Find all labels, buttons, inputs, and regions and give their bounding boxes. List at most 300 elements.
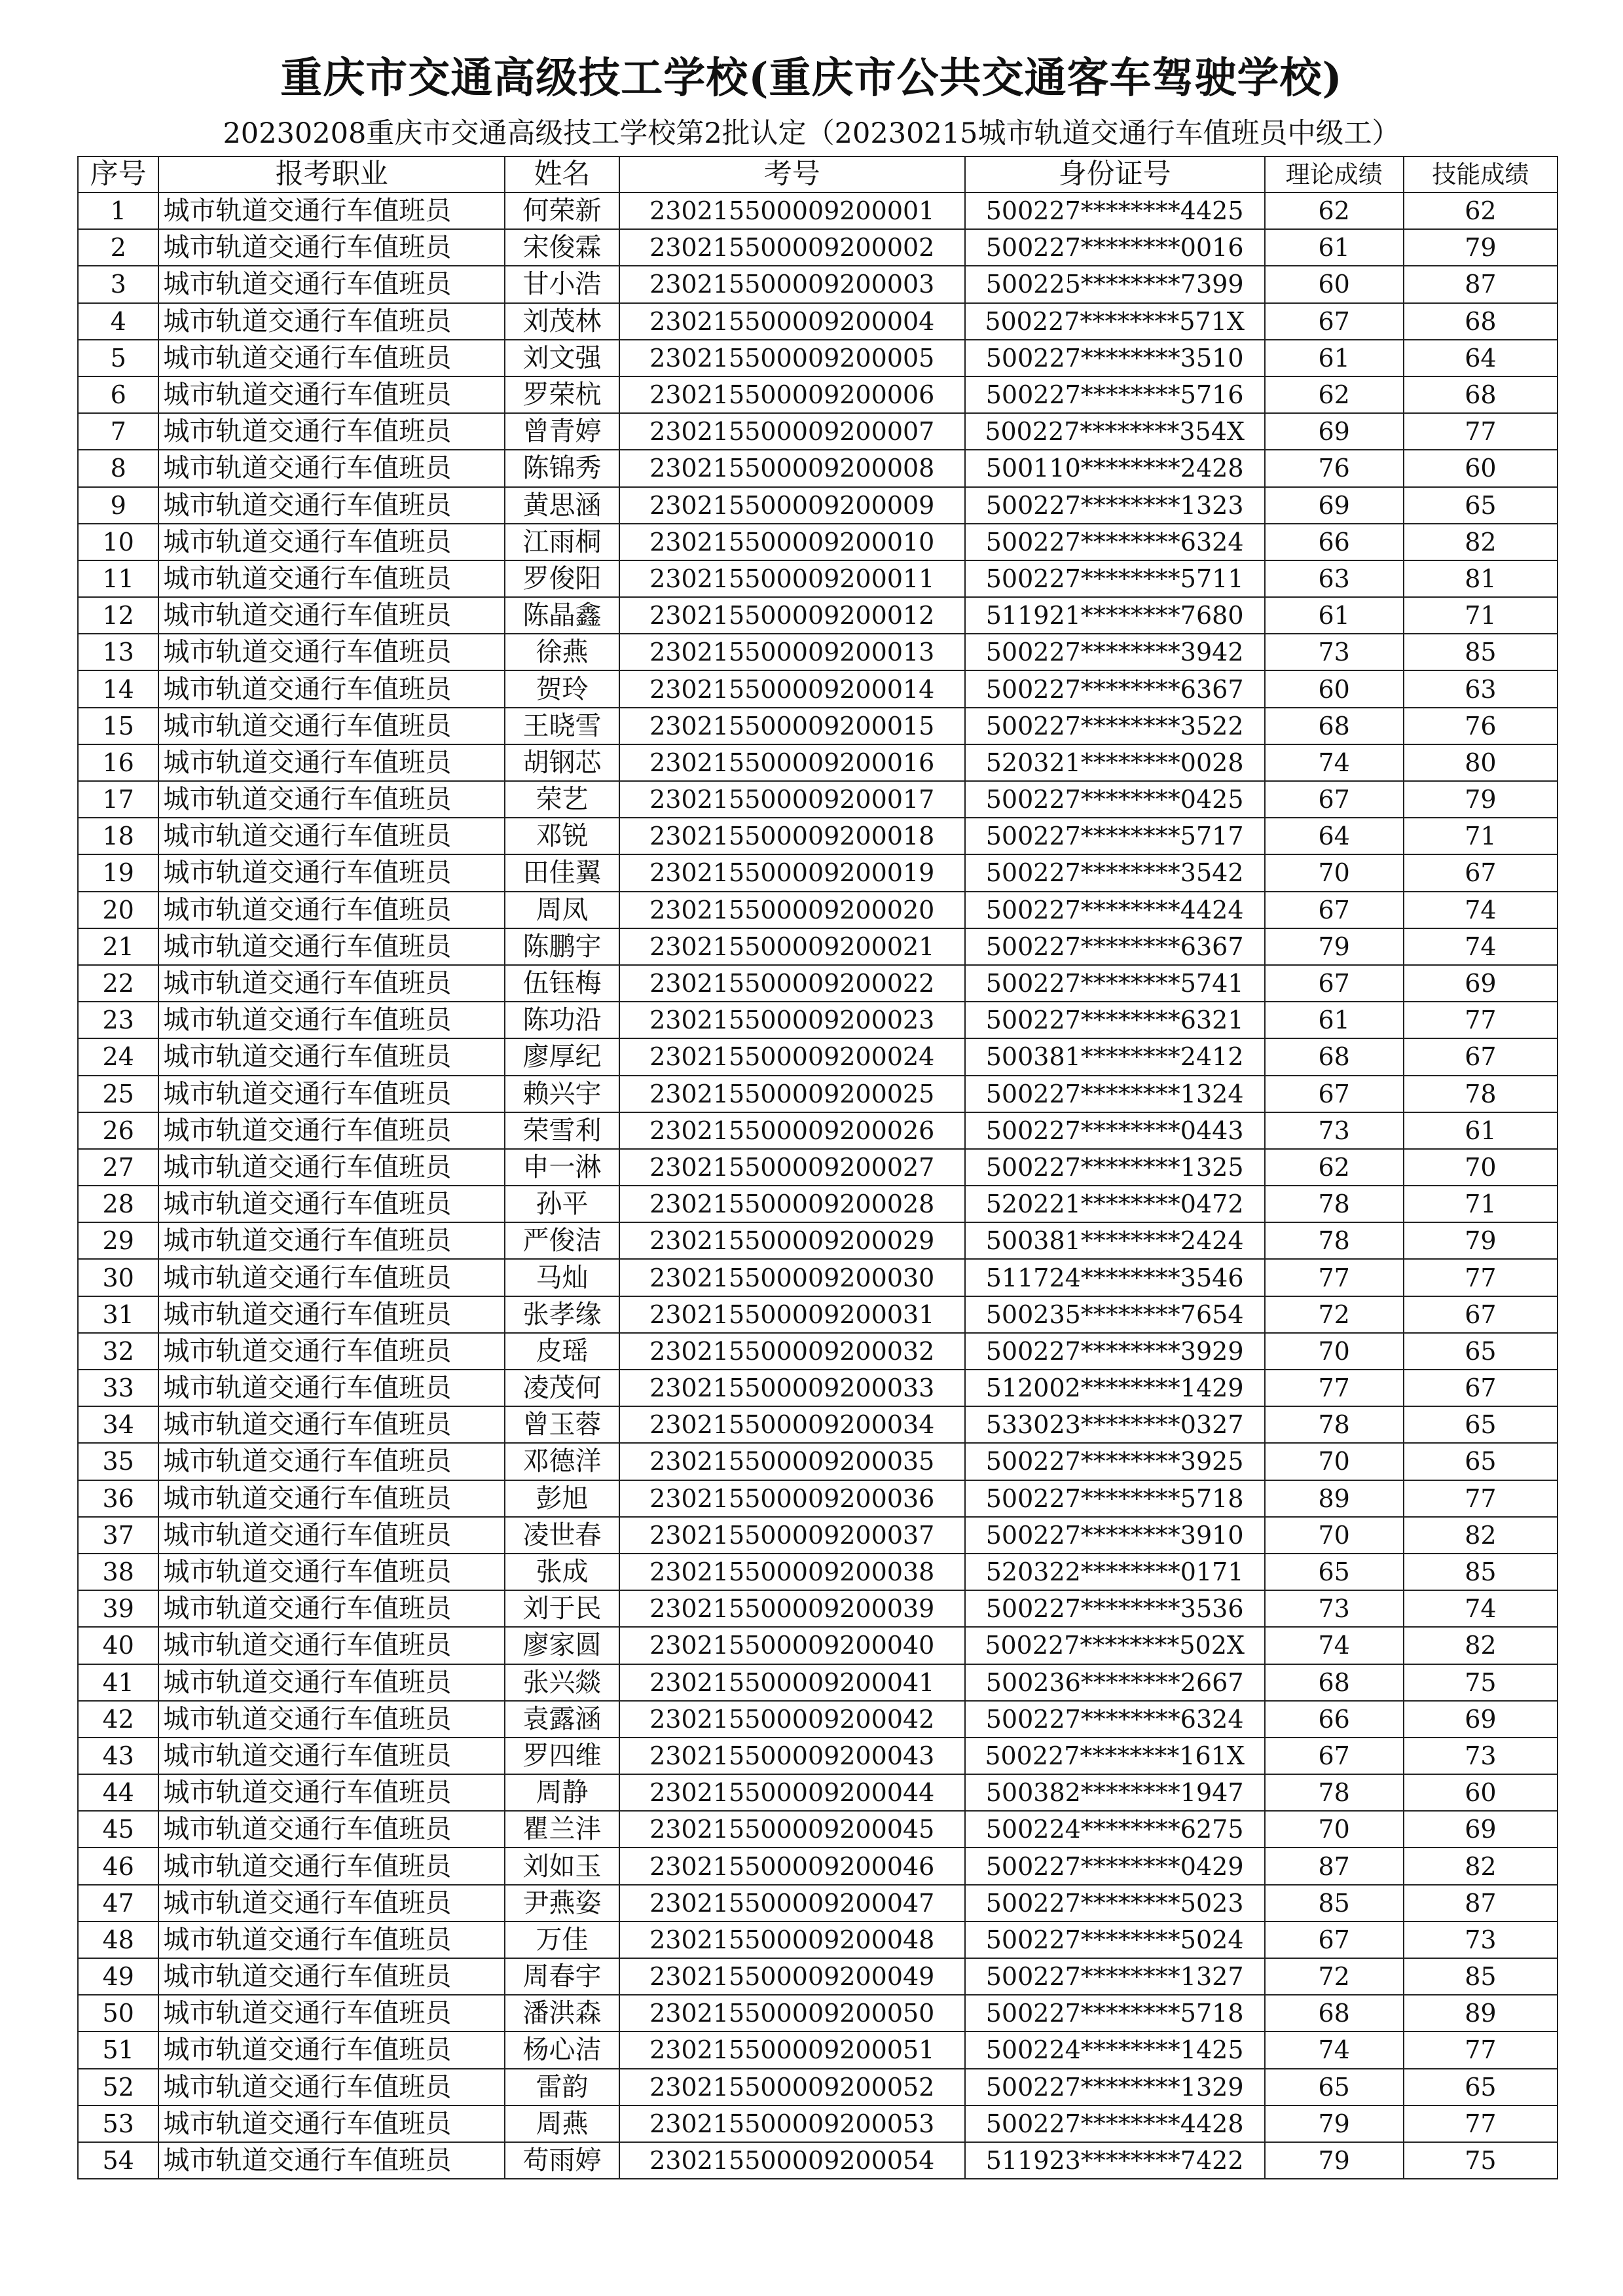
- cell-exam-number: 230215500009200031: [619, 1296, 965, 1333]
- cell-name: 罗荣杭: [505, 376, 619, 413]
- cell-occupation: 城市轨道交通行车值班员: [158, 1774, 505, 1811]
- table-row: [78, 1333, 1558, 1370]
- cell-index: 2: [78, 229, 158, 266]
- cell-id-number: 500227********3536: [965, 1590, 1265, 1627]
- cell-index: 11: [78, 560, 158, 597]
- cell-skill-score: 63: [1404, 670, 1558, 707]
- cell-exam-number: 230215500009200006: [619, 376, 965, 413]
- cell-theory-score: 73: [1265, 634, 1404, 670]
- cell-id-number: 520321********0028: [965, 744, 1265, 781]
- cell-exam-number: 230215500009200050: [619, 1995, 965, 2032]
- cell-exam-number: 230215500009200023: [619, 1002, 965, 1038]
- cell-theory-score: 69: [1265, 413, 1404, 450]
- cell-id-number: 500381********2412: [965, 1038, 1265, 1075]
- cell-id-number: 500227********4428: [965, 2105, 1265, 2142]
- cell-exam-number: 230215500009200035: [619, 1443, 965, 1480]
- cell-skill-score: 79: [1404, 1222, 1558, 1259]
- table-row: [78, 2069, 1558, 2105]
- cell-exam-number: 230215500009200014: [619, 670, 965, 707]
- cell-theory-score: 61: [1265, 597, 1404, 634]
- cell-occupation: 城市轨道交通行车值班员: [158, 413, 505, 450]
- cell-skill-score: 82: [1404, 1627, 1558, 1664]
- cell-occupation: 城市轨道交通行车值班员: [158, 965, 505, 1002]
- cell-theory-score: 70: [1265, 854, 1404, 891]
- cell-theory-score: 68: [1265, 1995, 1404, 2032]
- cell-skill-score: 71: [1404, 818, 1558, 854]
- cell-name: 瞿兰沣: [505, 1811, 619, 1848]
- cell-skill-score: 61: [1404, 1112, 1558, 1149]
- cell-id-number: 500227********5741: [965, 965, 1265, 1002]
- cell-skill-score: 77: [1404, 2032, 1558, 2068]
- cell-exam-number: 230215500009200019: [619, 854, 965, 891]
- cell-skill-score: 71: [1404, 1186, 1558, 1222]
- cell-id-number: 500227********6367: [965, 928, 1265, 965]
- cell-index: 22: [78, 965, 158, 1002]
- cell-name: 曾玉蓉: [505, 1406, 619, 1443]
- cell-skill-score: 64: [1404, 340, 1558, 376]
- cell-name: 马灿: [505, 1259, 619, 1296]
- cell-occupation: 城市轨道交通行车值班员: [158, 1406, 505, 1443]
- cell-name: 荣雪利: [505, 1112, 619, 1149]
- cell-id-number: 500227********3929: [965, 1333, 1265, 1370]
- cell-exam-number: 230215500009200044: [619, 1774, 965, 1811]
- cell-index: 38: [78, 1554, 158, 1590]
- cell-skill-score: 67: [1404, 1038, 1558, 1075]
- cell-index: 26: [78, 1112, 158, 1149]
- cell-occupation: 城市轨道交通行车值班员: [158, 1627, 505, 1664]
- header-id-number: 身份证号: [965, 156, 1265, 192]
- cell-skill-score: 69: [1404, 965, 1558, 1002]
- cell-skill-score: 81: [1404, 560, 1558, 597]
- cell-theory-score: 74: [1265, 1627, 1404, 1664]
- cell-theory-score: 67: [1265, 1738, 1404, 1774]
- cell-theory-score: 79: [1265, 928, 1404, 965]
- cell-theory-score: 67: [1265, 303, 1404, 340]
- cell-name: 王晓雪: [505, 708, 619, 744]
- cell-exam-number: 230215500009200048: [619, 1922, 965, 1958]
- cell-exam-number: 230215500009200041: [619, 1664, 965, 1701]
- cell-name: 赖兴宇: [505, 1076, 619, 1112]
- cell-index: 24: [78, 1038, 158, 1075]
- cell-index: 44: [78, 1774, 158, 1811]
- cell-occupation: 城市轨道交通行车值班员: [158, 634, 505, 670]
- cell-index: 17: [78, 781, 158, 818]
- cell-exam-number: 230215500009200007: [619, 413, 965, 450]
- cell-id-number: 500227********4424: [965, 892, 1265, 928]
- cell-id-number: 500227********5711: [965, 560, 1265, 597]
- cell-theory-score: 87: [1265, 1848, 1404, 1884]
- table-row: [78, 634, 1558, 670]
- cell-occupation: 城市轨道交通行车值班员: [158, 2032, 505, 2068]
- table-row: [78, 229, 1558, 266]
- cell-theory-score: 77: [1265, 1370, 1404, 1406]
- cell-name: 陈晶鑫: [505, 597, 619, 634]
- cell-occupation: 城市轨道交通行车值班员: [158, 744, 505, 781]
- cell-occupation: 城市轨道交通行车值班员: [158, 1958, 505, 1995]
- table-row: [78, 524, 1558, 560]
- cell-skill-score: 69: [1404, 1701, 1558, 1738]
- table-row: [78, 413, 1558, 450]
- cell-occupation: 城市轨道交通行车值班员: [158, 781, 505, 818]
- cell-index: 21: [78, 928, 158, 965]
- cell-occupation: 城市轨道交通行车值班员: [158, 1885, 505, 1922]
- cell-exam-number: 230215500009200052: [619, 2069, 965, 2105]
- cell-name: 陈功沿: [505, 1002, 619, 1038]
- cell-theory-score: 77: [1265, 1259, 1404, 1296]
- cell-id-number: 500227********0016: [965, 229, 1265, 266]
- cell-skill-score: 75: [1404, 2142, 1558, 2179]
- document-title: 重庆市交通高级技工学校(重庆市公共交通客车驾驶学校): [280, 54, 1343, 103]
- cell-skill-score: 87: [1404, 1885, 1558, 1922]
- table-row: [78, 1370, 1558, 1406]
- cell-theory-score: 68: [1265, 1038, 1404, 1075]
- cell-exam-number: 230215500009200047: [619, 1885, 965, 1922]
- cell-index: 28: [78, 1186, 158, 1222]
- cell-name: 张孝缘: [505, 1296, 619, 1333]
- cell-index: 16: [78, 744, 158, 781]
- cell-name: 张成: [505, 1554, 619, 1590]
- cell-skill-score: 71: [1404, 597, 1558, 634]
- cell-index: 18: [78, 818, 158, 854]
- cell-theory-score: 74: [1265, 744, 1404, 781]
- cell-exam-number: 230215500009200039: [619, 1590, 965, 1627]
- cell-index: 10: [78, 524, 158, 560]
- cell-skill-score: 60: [1404, 450, 1558, 486]
- table-row: [78, 928, 1558, 965]
- cell-skill-score: 77: [1404, 413, 1558, 450]
- cell-exam-number: 230215500009200045: [619, 1811, 965, 1848]
- cell-theory-score: 73: [1265, 1590, 1404, 1627]
- cell-exam-number: 230215500009200001: [619, 192, 965, 229]
- table-row: [78, 1664, 1558, 1701]
- cell-theory-score: 74: [1265, 2032, 1404, 2068]
- cell-id-number: 500227********1323: [965, 487, 1265, 524]
- cell-name: 周凤: [505, 892, 619, 928]
- cell-index: 54: [78, 2142, 158, 2179]
- cell-theory-score: 62: [1265, 376, 1404, 413]
- cell-occupation: 城市轨道交通行车值班员: [158, 487, 505, 524]
- cell-id-number: 500224********1425: [965, 2032, 1265, 2068]
- cell-exam-number: 230215500009200010: [619, 524, 965, 560]
- cell-index: 4: [78, 303, 158, 340]
- cell-theory-score: 61: [1265, 340, 1404, 376]
- table-row: [78, 1774, 1558, 1811]
- cell-theory-score: 68: [1265, 1664, 1404, 1701]
- header-occupation: 报考职业: [158, 156, 505, 192]
- cell-theory-score: 72: [1265, 1958, 1404, 1995]
- cell-occupation: 城市轨道交通行车值班员: [158, 303, 505, 340]
- cell-exam-number: 230215500009200032: [619, 1333, 965, 1370]
- cell-name: 贺玲: [505, 670, 619, 707]
- cell-index: 52: [78, 2069, 158, 2105]
- cell-exam-number: 230215500009200046: [619, 1848, 965, 1884]
- cell-occupation: 城市轨道交通行车值班员: [158, 892, 505, 928]
- cell-name: 邓锐: [505, 818, 619, 854]
- cell-index: 36: [78, 1480, 158, 1517]
- cell-id-number: 500227********5024: [965, 1922, 1265, 1958]
- cell-skill-score: 76: [1404, 708, 1558, 744]
- cell-occupation: 城市轨道交通行车值班员: [158, 1922, 505, 1958]
- cell-occupation: 城市轨道交通行车值班员: [158, 1038, 505, 1075]
- cell-theory-score: 72: [1265, 1296, 1404, 1333]
- cell-exam-number: 230215500009200033: [619, 1370, 965, 1406]
- cell-occupation: 城市轨道交通行车值班员: [158, 1222, 505, 1259]
- cell-occupation: 城市轨道交通行车值班员: [158, 1517, 505, 1554]
- cell-id-number: 500227********5718: [965, 1480, 1265, 1517]
- cell-index: 37: [78, 1517, 158, 1554]
- cell-skill-score: 60: [1404, 1774, 1558, 1811]
- cell-skill-score: 77: [1404, 1259, 1558, 1296]
- table-row: [78, 1443, 1558, 1480]
- cell-id-number: 520221********0472: [965, 1186, 1265, 1222]
- table-row: [78, 670, 1558, 707]
- cell-name: 徐燕: [505, 634, 619, 670]
- cell-skill-score: 75: [1404, 1664, 1558, 1701]
- cell-id-number: 500227********0425: [965, 781, 1265, 818]
- cell-index: 8: [78, 450, 158, 486]
- table-row: [78, 2142, 1558, 2179]
- cell-theory-score: 70: [1265, 1333, 1404, 1370]
- cell-index: 7: [78, 413, 158, 450]
- table-row: [78, 1738, 1558, 1774]
- cell-occupation: 城市轨道交通行车值班员: [158, 1370, 505, 1406]
- cell-name: 刘如玉: [505, 1848, 619, 1884]
- table-row: [78, 965, 1558, 1002]
- table-row: [78, 1627, 1558, 1664]
- cell-id-number: 500227********6324: [965, 1701, 1265, 1738]
- cell-index: 31: [78, 1296, 158, 1333]
- cell-index: 9: [78, 487, 158, 524]
- cell-theory-score: 85: [1265, 1885, 1404, 1922]
- cell-exam-number: 230215500009200018: [619, 818, 965, 854]
- cell-name: 孙平: [505, 1186, 619, 1222]
- table-row: [78, 1259, 1558, 1296]
- cell-theory-score: 63: [1265, 560, 1404, 597]
- table-row: [78, 1811, 1558, 1848]
- cell-exam-number: 230215500009200004: [619, 303, 965, 340]
- cell-index: 6: [78, 376, 158, 413]
- cell-exam-number: 230215500009200013: [619, 634, 965, 670]
- table-row: [78, 2105, 1558, 2142]
- table-row: [78, 1958, 1558, 1995]
- cell-theory-score: 60: [1265, 670, 1404, 707]
- cell-skill-score: 82: [1404, 1848, 1558, 1884]
- cell-name: 罗四维: [505, 1738, 619, 1774]
- cell-exam-number: 230215500009200027: [619, 1149, 965, 1186]
- table-row: [78, 1406, 1558, 1443]
- cell-name: 刘茂林: [505, 303, 619, 340]
- cell-index: 20: [78, 892, 158, 928]
- cell-name: 田佳翼: [505, 854, 619, 891]
- cell-index: 45: [78, 1811, 158, 1848]
- cell-name: 罗俊阳: [505, 560, 619, 597]
- cell-index: 1: [78, 192, 158, 229]
- cell-name: 何荣新: [505, 192, 619, 229]
- cell-occupation: 城市轨道交通行车值班员: [158, 1664, 505, 1701]
- cell-name: 黄思涵: [505, 487, 619, 524]
- cell-skill-score: 73: [1404, 1738, 1558, 1774]
- cell-occupation: 城市轨道交通行车值班员: [158, 450, 505, 486]
- cell-name: 杨心洁: [505, 2032, 619, 2068]
- table-row: [78, 1149, 1558, 1186]
- cell-skill-score: 80: [1404, 744, 1558, 781]
- cell-skill-score: 65: [1404, 1443, 1558, 1480]
- cell-id-number: 500227********3942: [965, 634, 1265, 670]
- cell-id-number: 500227********354X: [965, 413, 1265, 450]
- table-row: [78, 818, 1558, 854]
- cell-occupation: 城市轨道交通行车值班员: [158, 708, 505, 744]
- cell-occupation: 城市轨道交通行车值班员: [158, 1848, 505, 1884]
- cell-index: 33: [78, 1370, 158, 1406]
- cell-id-number: 500227********1324: [965, 1076, 1265, 1112]
- table-row: [78, 1517, 1558, 1554]
- cell-theory-score: 69: [1265, 487, 1404, 524]
- cell-index: 12: [78, 597, 158, 634]
- cell-skill-score: 68: [1404, 376, 1558, 413]
- cell-skill-score: 74: [1404, 1590, 1558, 1627]
- cell-occupation: 城市轨道交通行车值班员: [158, 1701, 505, 1738]
- cell-id-number: 500227********6321: [965, 1002, 1265, 1038]
- cell-id-number: 500227********3542: [965, 854, 1265, 891]
- cell-index: 3: [78, 266, 158, 302]
- cell-id-number: 500382********1947: [965, 1774, 1265, 1811]
- cell-occupation: 城市轨道交通行车值班员: [158, 524, 505, 560]
- cell-occupation: 城市轨道交通行车值班员: [158, 376, 505, 413]
- cell-skill-score: 74: [1404, 928, 1558, 965]
- cell-theory-score: 79: [1265, 2142, 1404, 2179]
- table-row: [78, 1480, 1558, 1517]
- cell-theory-score: 67: [1265, 1922, 1404, 1958]
- cell-exam-number: 230215500009200040: [619, 1627, 965, 1664]
- cell-id-number: 500227********161X: [965, 1738, 1265, 1774]
- table-row: [78, 597, 1558, 634]
- cell-name: 廖厚纪: [505, 1038, 619, 1075]
- cell-skill-score: 79: [1404, 229, 1558, 266]
- cell-name: 廖家圆: [505, 1627, 619, 1664]
- cell-occupation: 城市轨道交通行车值班员: [158, 2142, 505, 2179]
- cell-index: 53: [78, 2105, 158, 2142]
- cell-id-number: 512002********1429: [965, 1370, 1265, 1406]
- cell-name: 袁露涵: [505, 1701, 619, 1738]
- cell-skill-score: 70: [1404, 1149, 1558, 1186]
- cell-occupation: 城市轨道交通行车值班员: [158, 229, 505, 266]
- cell-theory-score: 89: [1265, 1480, 1404, 1517]
- cell-exam-number: 230215500009200011: [619, 560, 965, 597]
- cell-exam-number: 230215500009200037: [619, 1517, 965, 1554]
- cell-theory-score: 67: [1265, 781, 1404, 818]
- cell-name: 万佳: [505, 1922, 619, 1958]
- cell-exam-number: 230215500009200016: [619, 744, 965, 781]
- table-row: [78, 192, 1558, 229]
- cell-name: 甘小浩: [505, 266, 619, 302]
- cell-occupation: 城市轨道交通行车值班员: [158, 1296, 505, 1333]
- cell-index: 41: [78, 1664, 158, 1701]
- cell-id-number: 511923********7422: [965, 2142, 1265, 2179]
- cell-index: 30: [78, 1259, 158, 1296]
- cell-name: 刘于民: [505, 1590, 619, 1627]
- table-row: [78, 560, 1558, 597]
- cell-index: 25: [78, 1076, 158, 1112]
- cell-occupation: 城市轨道交通行车值班员: [158, 1443, 505, 1480]
- cell-index: 42: [78, 1701, 158, 1738]
- cell-name: 宋俊霖: [505, 229, 619, 266]
- cell-occupation: 城市轨道交通行车值班员: [158, 818, 505, 854]
- cell-occupation: 城市轨道交通行车值班员: [158, 2105, 505, 2142]
- cell-id-number: 500227********3925: [965, 1443, 1265, 1480]
- cell-id-number: 533023********0327: [965, 1406, 1265, 1443]
- cell-occupation: 城市轨道交通行车值班员: [158, 1112, 505, 1149]
- cell-id-number: 500227********1325: [965, 1149, 1265, 1186]
- table-row: [78, 781, 1558, 818]
- cell-occupation: 城市轨道交通行车值班员: [158, 1554, 505, 1590]
- cell-theory-score: 78: [1265, 1774, 1404, 1811]
- cell-index: 40: [78, 1627, 158, 1664]
- table-row: [78, 1002, 1558, 1038]
- cell-name: 凌茂何: [505, 1370, 619, 1406]
- table-row: [78, 340, 1558, 376]
- cell-exam-number: 230215500009200026: [619, 1112, 965, 1149]
- cell-skill-score: 67: [1404, 854, 1558, 891]
- cell-theory-score: 61: [1265, 1002, 1404, 1038]
- cell-name: 伍钰梅: [505, 965, 619, 1002]
- cell-name: 周燕: [505, 2105, 619, 2142]
- cell-occupation: 城市轨道交通行车值班员: [158, 340, 505, 376]
- cell-occupation: 城市轨道交通行车值班员: [158, 670, 505, 707]
- cell-name: 严俊洁: [505, 1222, 619, 1259]
- cell-exam-number: 230215500009200051: [619, 2032, 965, 2068]
- cell-id-number: 511921********7680: [965, 597, 1265, 634]
- cell-theory-score: 70: [1265, 1443, 1404, 1480]
- cell-occupation: 城市轨道交通行车值班员: [158, 192, 505, 229]
- cell-name: 尹燕姿: [505, 1885, 619, 1922]
- cell-exam-number: 230215500009200028: [619, 1186, 965, 1222]
- cell-id-number: 500225********7399: [965, 266, 1265, 302]
- cell-index: 13: [78, 634, 158, 670]
- cell-occupation: 城市轨道交通行车值班员: [158, 1738, 505, 1774]
- cell-id-number: 500227********6367: [965, 670, 1265, 707]
- document-subtitle: 20230208重庆市交通高级技工学校第2批认定（20230215城市轨道交通行车值班员中级工）: [223, 117, 1400, 150]
- cell-skill-score: 68: [1404, 303, 1558, 340]
- cell-occupation: 城市轨道交通行车值班员: [158, 1811, 505, 1848]
- cell-skill-score: 65: [1404, 487, 1558, 524]
- cell-id-number: 500227********5717: [965, 818, 1265, 854]
- cell-index: 51: [78, 2032, 158, 2068]
- cell-exam-number: 230215500009200005: [619, 340, 965, 376]
- cell-index: 34: [78, 1406, 158, 1443]
- table-row: [78, 1848, 1558, 1884]
- cell-theory-score: 79: [1265, 2105, 1404, 2142]
- table-row: [78, 1554, 1558, 1590]
- cell-name: 刘文强: [505, 340, 619, 376]
- cell-name: 彭旭: [505, 1480, 619, 1517]
- table-row: [78, 708, 1558, 744]
- cell-exam-number: 230215500009200015: [619, 708, 965, 744]
- table-body: [78, 192, 1558, 2179]
- header-skill-score: 技能成绩: [1404, 156, 1558, 192]
- table-row: [78, 1186, 1558, 1222]
- cell-theory-score: 76: [1265, 450, 1404, 486]
- cell-skill-score: 67: [1404, 1296, 1558, 1333]
- cell-name: 周静: [505, 1774, 619, 1811]
- table-row: [78, 2032, 1558, 2068]
- cell-occupation: 城市轨道交通行车值班员: [158, 854, 505, 891]
- cell-name: 江雨桐: [505, 524, 619, 560]
- cell-name: 周春宇: [505, 1958, 619, 1995]
- cell-id-number: 500236********2667: [965, 1664, 1265, 1701]
- cell-index: 48: [78, 1922, 158, 1958]
- cell-exam-number: 230215500009200043: [619, 1738, 965, 1774]
- table-row: [78, 1038, 1558, 1075]
